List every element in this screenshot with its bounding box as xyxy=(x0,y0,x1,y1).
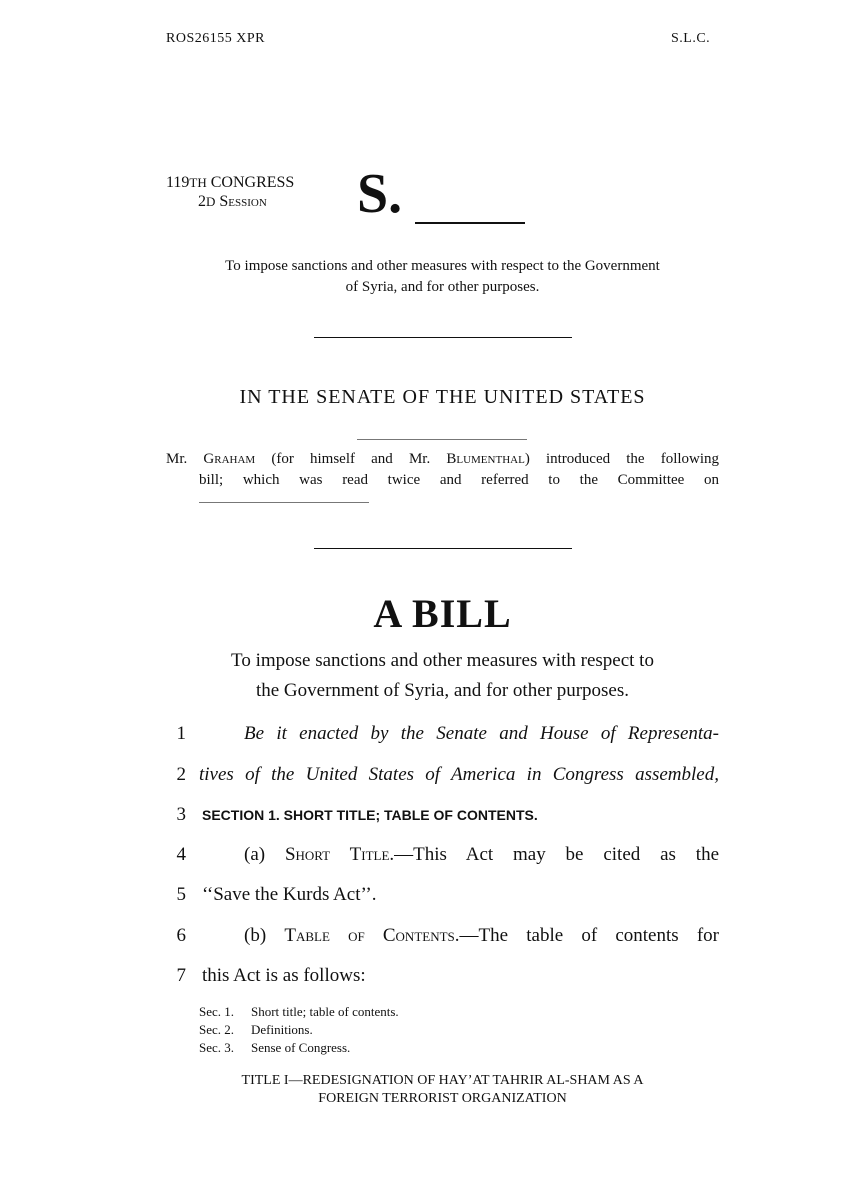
table-of-contents-line: (b) Table of Contents.—The table of contents for xyxy=(244,925,720,946)
bill-number-blank xyxy=(415,222,525,224)
line-number: 4 xyxy=(176,844,186,865)
enacting-clause-line-2: tives of the United States of America in Congress assembled, xyxy=(199,764,719,785)
title-heading: TITLE I—REDESIGNATION OF HAY’AT TAHRIR AL-SHAM AS A FOREIGN TERRORIST ORGANIZATION xyxy=(241,1073,644,1106)
cosponsor-name: Blumenthal xyxy=(446,451,525,467)
slc-code: S.L.C. xyxy=(671,31,711,46)
line-number: 3 xyxy=(176,804,186,825)
line-number: 7 xyxy=(176,965,186,986)
line-number: 5 xyxy=(176,884,186,905)
committee-blank xyxy=(199,502,369,503)
bill-title: A BILL xyxy=(373,591,512,636)
toc-entry: Sec. 3. Sense of Congress. xyxy=(199,1040,351,1055)
congress-number: 119TH CONGRESS xyxy=(166,174,295,191)
line-number: 2 xyxy=(176,764,186,785)
short-title-line: (a) Short Title.—This Act may be cited as the xyxy=(244,844,719,865)
purpose-summary: To impose sanctions and other measures with respect to the Government of Syria, and for other purposes. xyxy=(225,258,660,295)
act-name: ‘‘Save the Kurds Act’’. xyxy=(202,884,377,905)
introduction-line-2: bill; which was read twice and referred to the Committee on xyxy=(199,472,719,488)
bill-purpose: To impose sanctions and other measures with respect to the Government of Syria, and for other purposes. xyxy=(231,650,654,701)
section-heading: SECTION 1. SHORT TITLE; TABLE OF CONTENTS. xyxy=(202,807,538,823)
divider xyxy=(314,548,572,549)
line-number: 1 xyxy=(176,723,186,744)
session-label: 2D Session xyxy=(198,193,267,210)
toc-entry: Sec. 2. Definitions. xyxy=(199,1022,313,1037)
bill-number: S. xyxy=(357,163,403,225)
line-number: 6 xyxy=(176,925,186,946)
enacting-clause-line-1: Be it enacted by the Senate and House of Representa- xyxy=(244,723,719,744)
document-id: ROS26155 XPR xyxy=(166,31,265,46)
divider xyxy=(314,337,572,338)
toc-intro: this Act is as follows: xyxy=(202,965,366,986)
chamber-heading: IN THE SENATE OF THE UNITED STATES xyxy=(239,386,646,408)
sponsor-name: Graham xyxy=(203,451,256,467)
divider-thin xyxy=(357,439,527,440)
toc-entry: Sec. 1. Short title; table of contents. xyxy=(199,1004,399,1019)
introduction-line-1: Mr. Graham (for himself and Mr. Blumenthal) introduced the following xyxy=(166,451,720,467)
